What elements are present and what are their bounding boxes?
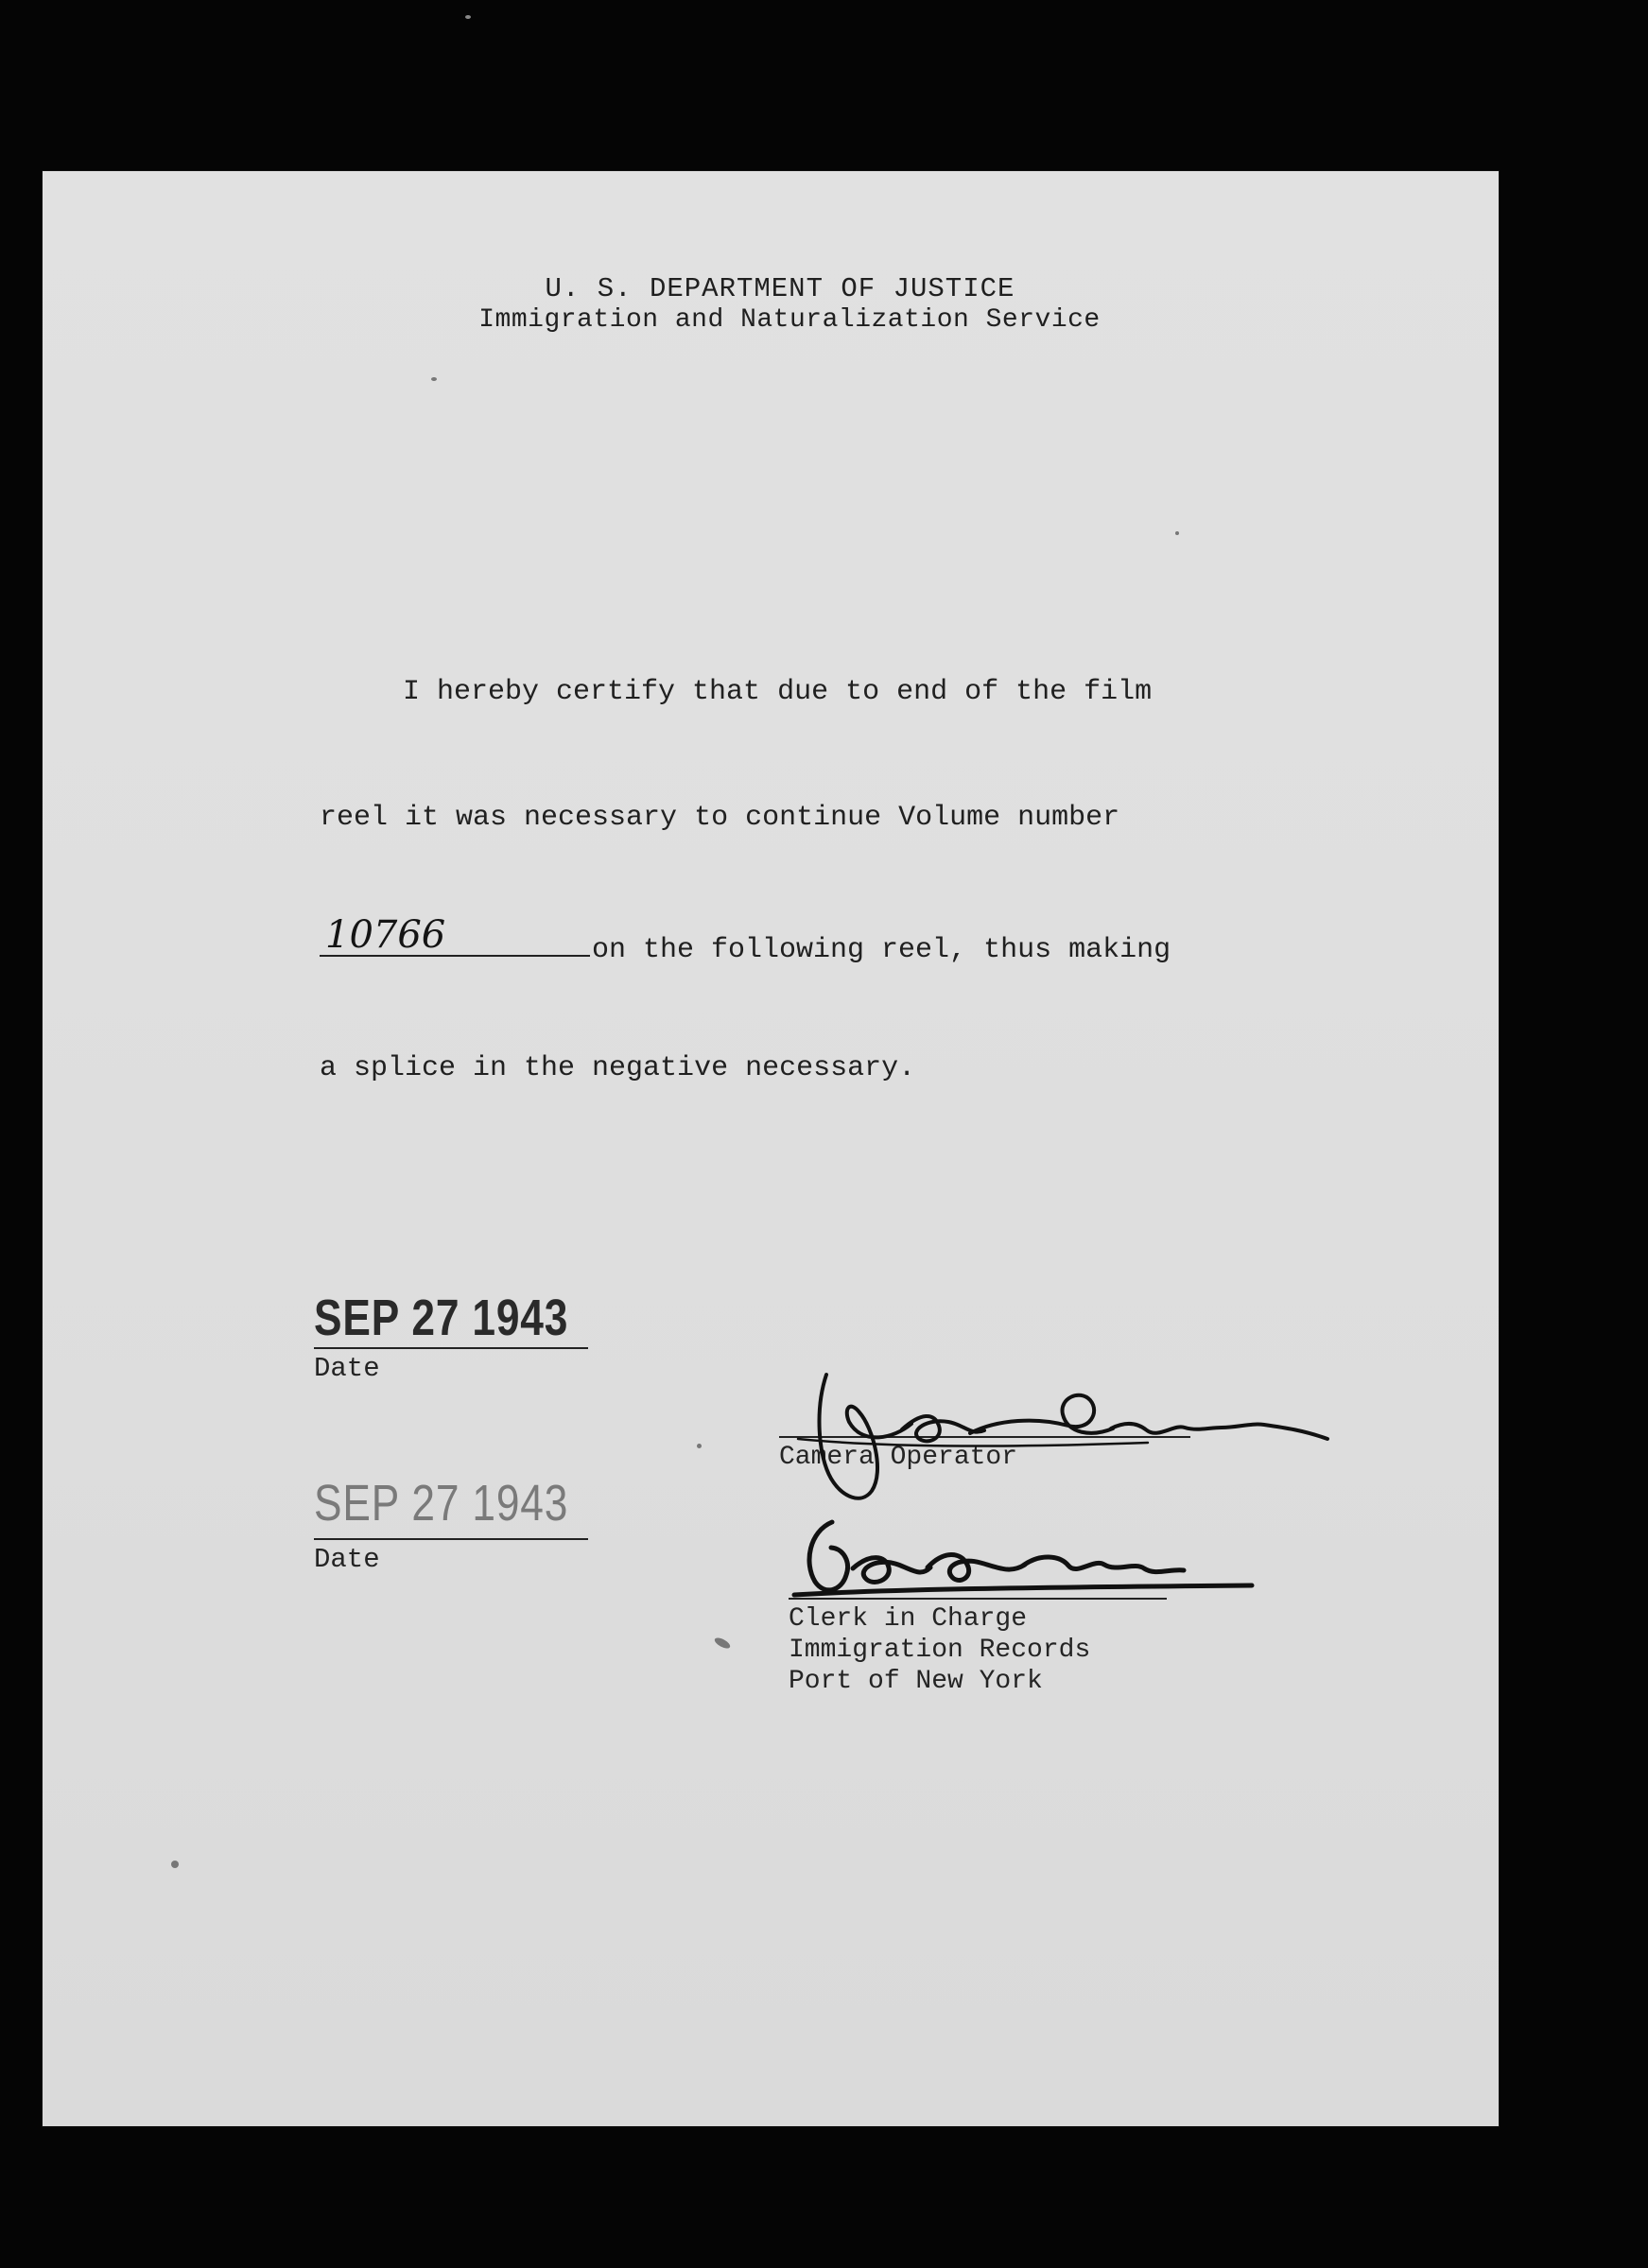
certification-line-1: I hereby certify that due to end of the film [403,676,1153,708]
date-label-2: Date [314,1544,380,1575]
agency-title: U. S. DEPARTMENT OF JUSTICE [545,273,1015,304]
volume-number-field [320,913,590,957]
date-stamp-1: SEP 27 1943 [314,1290,569,1346]
certification-line-3-text: on the following reel, thus making [592,934,1171,966]
paper-speck-5 [171,1861,179,1868]
certification-line-2: reel it was necessary to continue Volume number [320,802,1120,834]
camera-operator-label: Camera Operator [779,1443,1018,1472]
paper-speck-2 [1175,531,1179,535]
handwritten-volume-number: 10766 [325,913,446,957]
document-page [42,170,1500,2127]
certification-line-4: a splice in the negative necessary. [320,1052,916,1084]
clerk-signature-block [789,1598,1167,1697]
clerk-title-label: Clerk in Charge Immigration Records Port of New York [789,1604,1091,1697]
date-label-1: Date [314,1353,380,1384]
date-line-1 [314,1347,588,1349]
camera-operator-signature-block [779,1436,1190,1473]
film-dust-mark [465,15,471,19]
date-stamp-2: SEP 27 1943 [314,1475,569,1532]
date-block-2 [314,1475,588,1575]
document-header [42,274,1500,336]
certification-line-3 [320,913,1171,966]
paper-speck-1 [431,377,437,381]
date-line-2 [314,1538,588,1540]
camera-operator-signature [760,1356,1365,1526]
paper-speck-4 [713,1636,732,1651]
paper-speck-3 [697,1444,702,1448]
date-block-1 [314,1290,588,1384]
service-title: Immigration and Naturalization Service [478,304,1101,335]
clerk-signature [779,1508,1271,1640]
